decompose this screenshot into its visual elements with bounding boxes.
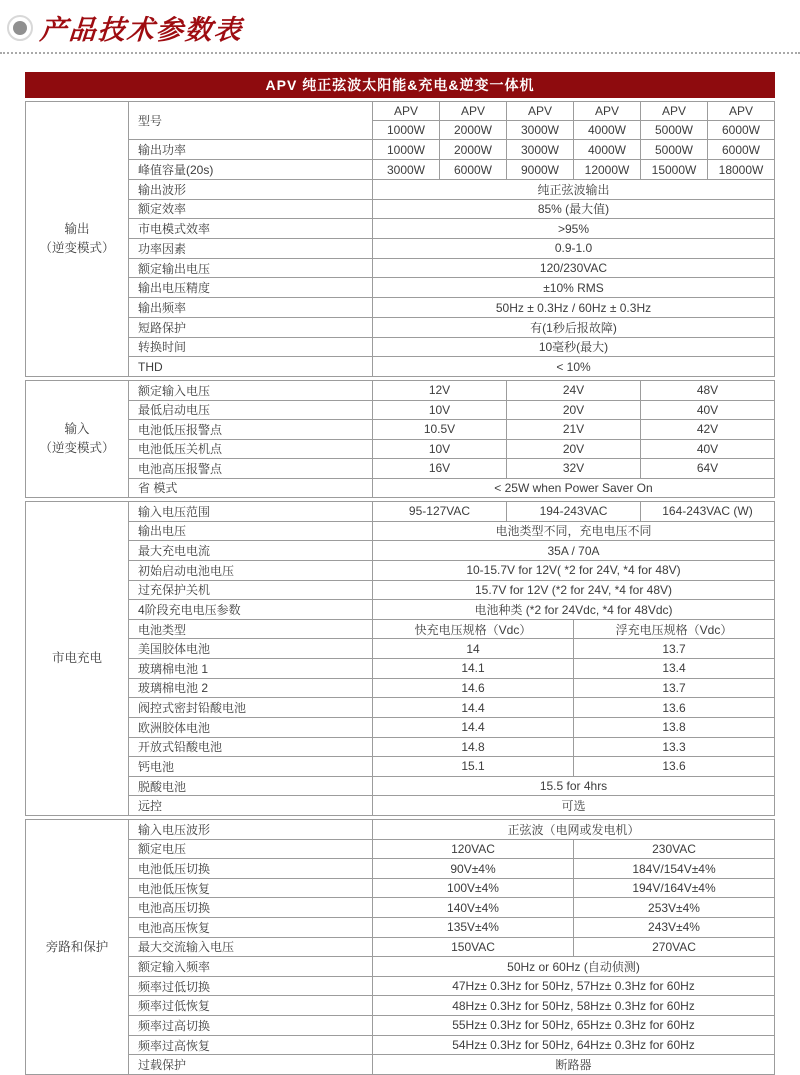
param-name: 省 模式 [138, 481, 178, 496]
table-title-banner: APV 纯正弦波太阳能&充电&逆变一体机 [25, 72, 775, 98]
spec-row [129, 976, 774, 996]
spec-row [129, 458, 774, 478]
param-name: 短路保护 [138, 320, 187, 335]
spec-row [129, 439, 774, 459]
spec-row [129, 820, 774, 839]
value-cell: 95-127VAC [372, 502, 506, 521]
value-area [372, 1016, 774, 1035]
spec-row [129, 521, 774, 541]
value-cell: APV [640, 102, 707, 120]
value-area [372, 581, 774, 600]
value-area [372, 180, 774, 199]
value-area [372, 977, 774, 996]
spec-row [129, 179, 774, 199]
param-name: 电池低压切换 [138, 862, 211, 877]
value-cell: 40V [640, 440, 774, 459]
param-name: 频率过低切换 [138, 979, 211, 994]
param-name: 初始启动电池电压 [138, 563, 235, 578]
param-name: 钙电池 [138, 759, 175, 774]
spec-row [129, 1035, 774, 1055]
section-label-line: 输入 [64, 422, 90, 437]
value-cell: APV [372, 102, 439, 120]
value-cell: 9000W [506, 160, 573, 179]
param-name: 输出波形 [138, 182, 187, 197]
value-cell: 184V/154V±4% [573, 859, 774, 878]
value-cell: APV [707, 102, 774, 120]
spec-row [129, 560, 774, 580]
spec-row [129, 658, 774, 678]
value-cell: 55Hz± 0.3Hz for 50Hz, 65Hz± 0.3Hz for 60Hz [372, 1016, 774, 1035]
value-cell: 电池种类 (*2 for 24Vdc, *4 for 48Vdc) [372, 600, 774, 619]
value-area [372, 479, 774, 498]
param-name: 电池高压报警点 [138, 461, 223, 476]
value-cell: 54Hz± 0.3Hz for 50Hz, 64Hz± 0.3Hz for 60Hz [372, 1036, 774, 1055]
spec-row [129, 678, 774, 698]
value-cell: 32V [506, 459, 640, 478]
param-name: 输入电压波形 [138, 822, 211, 837]
value-area [372, 600, 774, 619]
value-cell: 1000W [372, 140, 439, 159]
value-area [372, 102, 774, 139]
spec-row [129, 795, 774, 815]
spec-row [129, 717, 774, 737]
value-cell: 13.8 [573, 718, 774, 737]
value-cell: 2000W [439, 140, 506, 159]
spec-row [129, 381, 774, 400]
value-cell: 6000W [707, 121, 774, 139]
spec-row [129, 897, 774, 917]
value-area [372, 140, 774, 159]
value-area [372, 200, 774, 219]
param-name: 最低启动电压 [138, 403, 211, 418]
value-cell: >95% [372, 219, 774, 238]
param-name: 输入电压范围 [138, 504, 211, 519]
spec-row [129, 580, 774, 600]
value-area [372, 938, 774, 957]
param-name: 电池类型 [138, 622, 187, 637]
param-name: 输出功率 [138, 143, 187, 158]
value-area [372, 357, 774, 376]
value-cell: 164-243VAC (W) [640, 502, 774, 521]
spec-row [129, 858, 774, 878]
value-cell: 10V [372, 401, 506, 420]
bullet-icon [7, 15, 33, 41]
value-area [372, 502, 774, 521]
value-cell: 15000W [640, 160, 707, 179]
spec-row [129, 139, 774, 159]
value-cell: APV [506, 102, 573, 120]
spec-row [129, 400, 774, 420]
value-cell: 13.4 [573, 659, 774, 678]
spec-row [129, 937, 774, 957]
value-area [372, 820, 774, 839]
value-area [372, 522, 774, 541]
value-cell: 150VAC [372, 938, 573, 957]
param-name: 电池低压关机点 [138, 442, 223, 457]
section [25, 380, 775, 498]
value-cell: 断路器 [372, 1055, 774, 1074]
value-area [372, 796, 774, 815]
value-cell: 1000W [372, 121, 439, 139]
value-cell: 18000W [707, 160, 774, 179]
param-name: 频率过高恢复 [138, 1038, 211, 1053]
value-cell: 120/230VAC [372, 259, 774, 278]
value-cell: 48Hz± 0.3Hz for 50Hz, 58Hz± 0.3Hz for 60Hz [372, 996, 774, 1015]
value-cell: 194V/164V±4% [573, 879, 774, 898]
param-name: 频率过高切换 [138, 1018, 211, 1033]
value-cell: 42V [640, 420, 774, 439]
value-cell: 可选 [372, 796, 774, 815]
value-cell: 电池类型不同，充电电压不同 [372, 522, 774, 541]
value-area [372, 859, 774, 878]
value-area [372, 639, 774, 658]
value-cell: 13.7 [573, 639, 774, 658]
section-label-line: （逆变模式） [39, 441, 115, 455]
value-cell: 194-243VAC [506, 502, 640, 521]
value-cell: 13.3 [573, 738, 774, 757]
value-cell: 13.7 [573, 679, 774, 698]
value-area [372, 541, 774, 560]
value-area [372, 420, 774, 439]
value-cell: 253V±4% [573, 898, 774, 917]
value-cell: 15.5 for 4hrs [372, 777, 774, 796]
param-name: 转换时间 [138, 340, 187, 355]
section [25, 101, 775, 377]
value-cell: < 25W when Power Saver On [372, 479, 774, 498]
section-rows [129, 381, 774, 497]
value-area [372, 659, 774, 678]
value-area [372, 957, 774, 976]
value-area [372, 561, 774, 580]
value-cell: 5000W [640, 140, 707, 159]
param-name: 远控 [138, 799, 163, 814]
spec-row [129, 238, 774, 258]
value-area [372, 1055, 774, 1074]
param-name: 最大充电电流 [138, 544, 211, 559]
value-subrow [372, 120, 774, 139]
param-name: 电池低压恢复 [138, 881, 211, 896]
value-cell: 50Hz ± 0.3Hz / 60Hz ± 0.3Hz [372, 298, 774, 317]
value-cell: 6000W [707, 140, 774, 159]
value-area [372, 620, 774, 639]
value-cell: 10毫秒(最大) [372, 338, 774, 357]
value-cell: 3000W [506, 140, 573, 159]
section-label-line: （逆变模式） [39, 241, 115, 255]
param-name: 4阶段充电电压参数 [138, 602, 241, 617]
spec-table [25, 72, 775, 1075]
param-name: 输出电压精度 [138, 281, 211, 296]
spec-row [129, 917, 774, 937]
value-cell: 4000W [573, 121, 640, 139]
value-cell: 快充电压规格（Vdc） [372, 620, 573, 639]
param-name: 电池低压报警点 [138, 422, 223, 437]
param-name: 峰值容量(20s) [138, 163, 214, 177]
value-cell: ±10% RMS [372, 278, 774, 297]
spec-row [129, 199, 774, 219]
value-area [372, 1036, 774, 1055]
value-area [372, 338, 774, 357]
spec-row [129, 839, 774, 859]
value-cell: 16V [372, 459, 506, 478]
value-cell: 64V [640, 459, 774, 478]
param-name: 输出电压 [138, 524, 187, 539]
value-area [372, 381, 774, 400]
value-area [372, 879, 774, 898]
value-cell: 纯正弦波输出 [372, 180, 774, 199]
value-area [372, 738, 774, 757]
value-area [372, 698, 774, 717]
section-label-line: 输出 [64, 222, 90, 237]
param-name: 欧洲胶体电池 [138, 720, 211, 735]
value-cell: 100V±4% [372, 879, 573, 898]
spec-row [129, 599, 774, 619]
value-cell: < 10% [372, 357, 774, 376]
value-cell: 21V [506, 420, 640, 439]
param-name: 额定输入电压 [138, 383, 211, 398]
page-title: 产品技术参数表 [38, 15, 244, 45]
spec-row [129, 756, 774, 776]
spec-row [129, 995, 774, 1015]
spec-row [129, 638, 774, 658]
spec-row [129, 297, 774, 317]
value-cell: 120VAC [372, 840, 573, 859]
param-name: 最大交流输入电压 [138, 940, 235, 955]
spec-row [129, 619, 774, 639]
value-area [372, 278, 774, 297]
value-area [372, 777, 774, 796]
value-cell: 15.1 [372, 757, 573, 776]
value-cell: 10V [372, 440, 506, 459]
section [25, 501, 775, 816]
section-label [26, 820, 129, 1074]
value-cell: 140V±4% [372, 898, 573, 917]
spec-row [129, 317, 774, 337]
value-cell: 90V±4% [372, 859, 573, 878]
value-area [372, 440, 774, 459]
value-cell: 85% (最大值) [372, 200, 774, 219]
spec-sections [25, 101, 775, 1075]
value-cell: 14.8 [372, 738, 573, 757]
value-cell: 14.4 [372, 698, 573, 717]
spec-row [129, 737, 774, 757]
param-name: 额定电压 [138, 842, 187, 857]
spec-row [129, 956, 774, 976]
spec-row [129, 540, 774, 560]
section-label-line: 市电充电 [51, 651, 102, 666]
value-cell: 14.1 [372, 659, 573, 678]
param-name: 玻璃棉电池 1 [138, 661, 209, 676]
value-area [372, 679, 774, 698]
param-name: 频率过低恢复 [138, 999, 211, 1014]
value-cell: 12000W [573, 160, 640, 179]
value-cell: 14 [372, 639, 573, 658]
spec-row [129, 419, 774, 439]
value-cell: 13.6 [573, 698, 774, 717]
value-cell: 47Hz± 0.3Hz for 50Hz, 57Hz± 0.3Hz for 60Hz [372, 977, 774, 996]
value-cell: 4000W [573, 140, 640, 159]
spec-row [129, 776, 774, 796]
value-area [372, 259, 774, 278]
spec-row [129, 502, 774, 521]
section-label [26, 502, 129, 815]
param-name: 型号 [138, 114, 163, 129]
value-cell: 270VAC [573, 938, 774, 957]
param-name: 阀控式密封铅酸电池 [138, 701, 247, 716]
param-name: 额定输出电压 [138, 261, 211, 276]
value-cell: 20V [506, 440, 640, 459]
value-cell: 13.6 [573, 757, 774, 776]
page-header [0, 0, 800, 57]
param-name: 脱酸电池 [138, 779, 187, 794]
spec-row [129, 878, 774, 898]
value-cell: 40V [640, 401, 774, 420]
value-cell: 5000W [640, 121, 707, 139]
value-cell: 3000W [372, 160, 439, 179]
value-cell: 正弦波（电网或发电机） [372, 820, 774, 839]
value-area [372, 239, 774, 258]
spec-row [129, 218, 774, 238]
value-cell: 14.4 [372, 718, 573, 737]
value-cell: 3000W [506, 121, 573, 139]
spec-row [129, 102, 774, 139]
value-area [372, 401, 774, 420]
section-label [26, 102, 129, 376]
spec-row [129, 356, 774, 376]
param-name: 额定输入频率 [138, 960, 211, 975]
value-cell: 50Hz or 60Hz (自动侦测) [372, 957, 774, 976]
value-cell: 6000W [439, 160, 506, 179]
spec-row [129, 277, 774, 297]
value-subrow [372, 102, 774, 120]
param-name: 额定效率 [138, 202, 187, 217]
value-cell: 15.7V for 12V (*2 for 24V, *4 for 48V) [372, 581, 774, 600]
spec-row [129, 1015, 774, 1035]
value-area [372, 918, 774, 937]
section [25, 819, 775, 1075]
section-rows [129, 820, 774, 1074]
spec-row [129, 1054, 774, 1074]
section-label [26, 381, 129, 497]
value-cell: 0.9-1.0 [372, 239, 774, 258]
value-area [372, 840, 774, 859]
value-cell: 230VAC [573, 840, 774, 859]
param-name: 过载保护 [138, 1058, 187, 1073]
value-area [372, 219, 774, 238]
value-cell: 135V±4% [372, 918, 573, 937]
value-area [372, 996, 774, 1015]
param-name: 过充保护关机 [138, 583, 211, 598]
param-name: 电池高压恢复 [138, 920, 211, 935]
value-area [372, 298, 774, 317]
value-area [372, 718, 774, 737]
value-cell: 24V [506, 381, 640, 400]
param-name: 美国胶体电池 [138, 642, 211, 657]
value-area [372, 898, 774, 917]
value-cell: 10-15.7V for 12V( *2 for 24V, *4 for 48V) [372, 561, 774, 580]
section-rows [129, 102, 774, 376]
value-cell: APV [573, 102, 640, 120]
value-cell: 2000W [439, 121, 506, 139]
value-cell: 10.5V [372, 420, 506, 439]
spec-row [129, 697, 774, 717]
value-area [372, 160, 774, 179]
value-area [372, 757, 774, 776]
param-name: 市电模式效率 [138, 222, 211, 237]
dotted-divider [0, 52, 800, 54]
spec-row [129, 478, 774, 498]
value-cell: 48V [640, 381, 774, 400]
value-cell: 243V±4% [573, 918, 774, 937]
spec-row [129, 337, 774, 357]
value-cell: 14.6 [372, 679, 573, 698]
param-name: 电池高压切换 [138, 901, 211, 916]
value-cell: 20V [506, 401, 640, 420]
section-rows [129, 502, 774, 815]
param-name: 玻璃棉电池 2 [138, 681, 209, 696]
param-name: 输出频率 [138, 301, 187, 316]
param-name: 开放式铅酸电池 [138, 740, 223, 755]
param-name: 功率因素 [138, 241, 187, 256]
param-name: THD [138, 359, 163, 374]
value-cell: 35A / 70A [372, 541, 774, 560]
value-area [372, 318, 774, 337]
spec-row [129, 159, 774, 179]
value-cell: APV [439, 102, 506, 120]
value-area [372, 459, 774, 478]
value-cell: 有(1秒后报故障) [372, 318, 774, 337]
spec-row [129, 258, 774, 278]
section-label-line: 旁路和保护 [45, 939, 109, 954]
value-cell: 浮充电压规格（Vdc） [573, 620, 774, 639]
value-cell: 12V [372, 381, 506, 400]
